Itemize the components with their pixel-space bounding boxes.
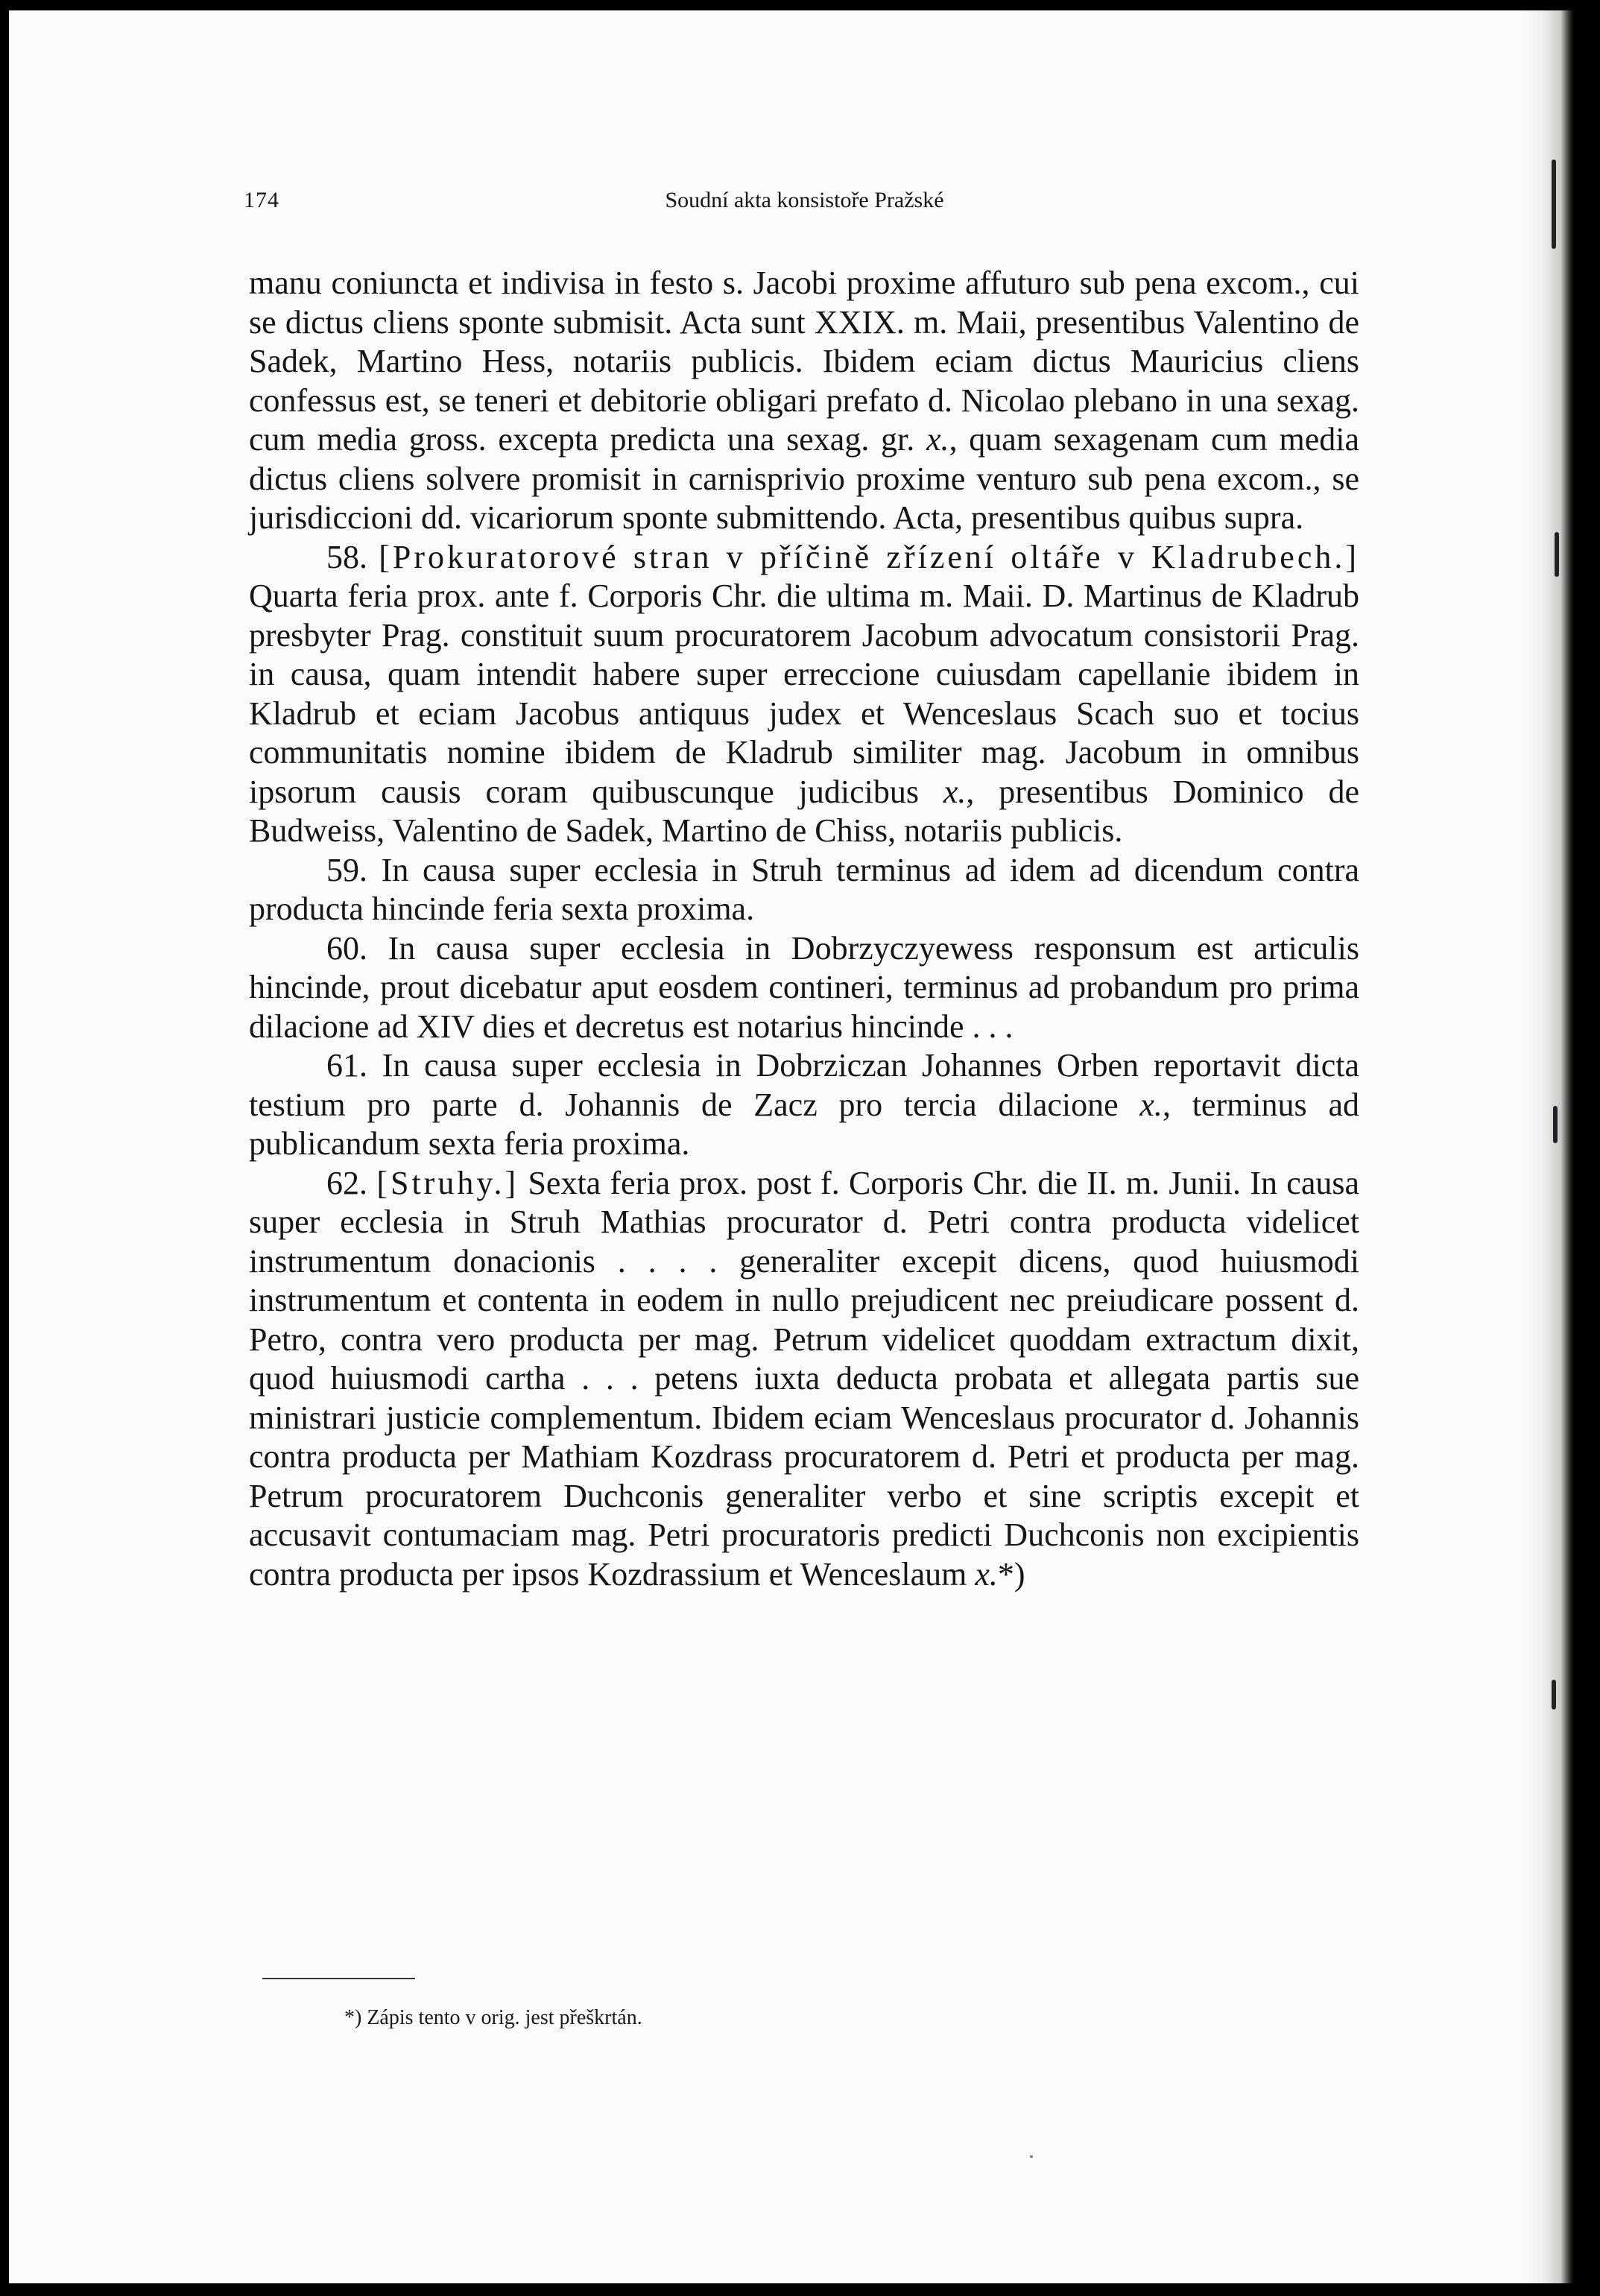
entry-paragraph-60: [249, 929, 1359, 1047]
text-run: Quarta feria prox. ante f. Corporis Chr. die ultima m. Maii. D. Martinus de Kladrub presbyter Prag. constituit suum procuratorem Jacobum advocatum consistorii Prag. in causa, quam intendit habere super erreccione cuiusdam capellanie ibidem in Kladrub et eciam Jacobus antiquus judex et Wenceslaus Scach suo et tocius communitatis nomine ibidem de Kladrub similiter mag. Jacobum in omnibus ipsorum causis coram quibuscunque judicibus: [249, 578, 1359, 810]
text-run: 62.: [326, 1164, 377, 1201]
book-page: [9, 10, 1574, 2283]
entry-paragraph-59: [249, 851, 1359, 929]
footnote: [344, 2006, 642, 2030]
text-run: , quam sexagenam cum media dictus cliens solvere promisit in carnisprivio proxime venturo sub pena excom., se jurisdiccioni dd. vicariorum sponte submittendo. Acta, presentibus quibus supra.: [249, 421, 1359, 536]
paper-speck: [1030, 2155, 1033, 2158]
entry-heading: [Struhy.]: [376, 1164, 519, 1201]
paragraph-continuation: [249, 264, 1359, 538]
running-header: [244, 188, 1365, 218]
text-run: 60. In causa super ecclesia in Dobrzyczyewess responsum est articulis hincinde, prout dicebatur aput eosdem contineri, terminus ad probandum pro prima dilacione ad XIV dies et decretus est notarius hincinde . . .: [249, 929, 1359, 1045]
footnote-rule: [262, 1978, 415, 1979]
footnote-marker: *): [344, 2006, 362, 2029]
spine-mark: [1552, 159, 1556, 249]
text-run: *): [997, 1555, 1025, 1593]
spine-mark: [1552, 1680, 1556, 1710]
italic-abbreviation: x.: [943, 773, 967, 810]
text-run: , presentibus Dominico de Budweiss, Valentino de Sadek, Martino de Chiss, notariis publicis.: [249, 773, 1359, 849]
italic-abbreviation: x.: [926, 421, 949, 458]
spine-mark: [1555, 532, 1559, 577]
main-text: [249, 264, 1359, 1594]
running-title: Soudní akta konsistoře Pražské: [665, 188, 944, 212]
text-run: Sexta feria prox. post f. Corporis Chr. die II. m. Junii. In causa super ecclesia in Struh Mathias procurator d. Petri contra producta videlicet instrumentum donacionis . . . . generaliter excepit dicens, quod huiusmodi instrumentum et contenta in eodem in nullo prejudicent nec preiudicare possent d. Petro, contra vero producta per mag. Petrum videlicet quoddam extractum dixit, quod huiusmodi cartha . . . petens iuxta deducta probata et allegata partis sue ministrari justicie complementum. Ibidem eciam Wenceslaus procurator d. Johannis contra producta per Mathiam Kozdrass procuratorem d. Petri et producta per mag. Petrum procuratorem Duchconis generaliter verbo et sine scriptis excepit et accusavit contumaciam mag. Petri procuratoris predicti Duchconis non excipientis contra producta per ipsos Kozdrassium et Wenceslaum: [249, 1164, 1360, 1593]
footnote-text: Zápis tento v orig. jest přeškrtán.: [367, 2006, 642, 2029]
text-run: , terminus ad publicandum sexta feria proxima.: [249, 1086, 1359, 1162]
italic-abbreviation: x.: [975, 1555, 998, 1593]
text-run: manu coniuncta et indivisa in festo s. Jacobi proxime affuturo sub pena excom., cui se dictus cliens sponte submisit. Acta sunt XXIX. m. Maii, presentibus Valentino de Sadek, Martino Hess, notariis publicis. Ibidem eciam dictus Mauricius cliens confessus est, se teneri et debitorie obligari prefato d. Nicolao plebano in una sexag. cum media gross. excepta predicta una sexag. gr.: [249, 265, 1359, 458]
spine-mark: [1553, 1106, 1558, 1143]
entry-heading: [Prokuratorové stran v příčině zřízení oltáře v Kladrubech.]: [379, 538, 1360, 575]
entry-paragraph-62: [249, 1164, 1359, 1595]
text-run: 58.: [326, 538, 379, 575]
book-spine-shadow: [1522, 10, 1574, 2283]
italic-abbreviation: x.: [1139, 1086, 1163, 1123]
text-run: 59. In causa super ecclesia in Struh terminus ad idem ad dicendum contra producta hincinde feria sexta proxima.: [249, 851, 1359, 927]
page-number: 174: [244, 188, 279, 212]
text-run: 61. In causa super ecclesia in Dobrziczan Johannes Orben reportavit dicta testium pro parte d. Johannis de Zacz pro tercia dilacione: [249, 1047, 1359, 1123]
entry-paragraph-58: [249, 538, 1359, 851]
entry-paragraph-61: [249, 1046, 1359, 1164]
